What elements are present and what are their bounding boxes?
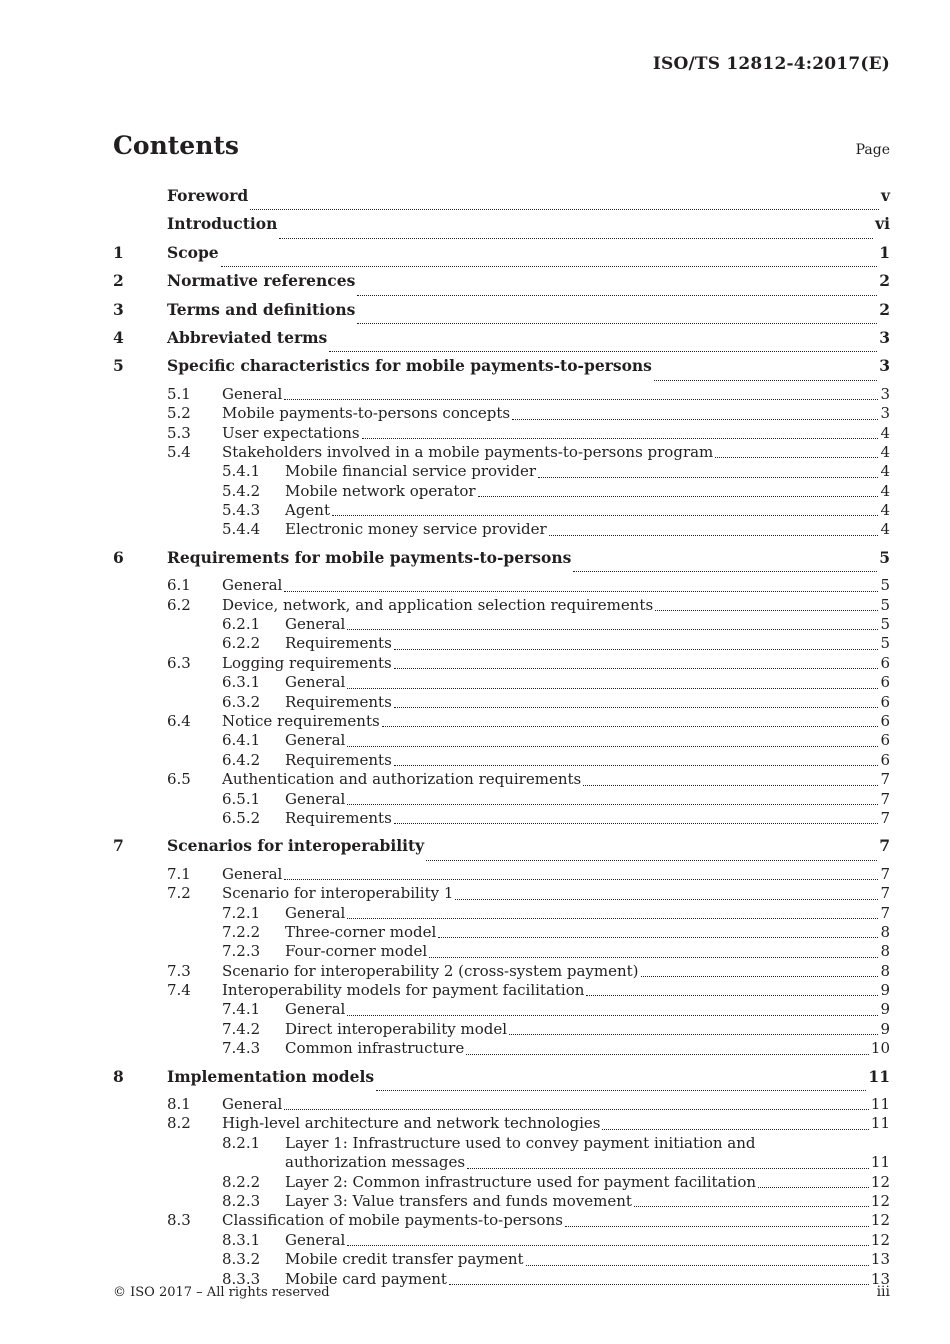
dot-leader: [438, 937, 878, 938]
dot-leader: [758, 1187, 869, 1188]
toc-entry-page: 6: [880, 653, 890, 672]
toc-entry-page: 9: [880, 1000, 890, 1019]
toc-entry-page: 7: [880, 770, 890, 789]
toc-entry-page: 7: [880, 789, 890, 808]
toc-entry-title: Layer 3: Value transfers and funds movement: [285, 1191, 632, 1210]
toc-entry[interactable]: [113, 1231, 890, 1250]
dot-leader: [284, 591, 878, 592]
toc-entry[interactable]: [113, 693, 890, 712]
dot-leader: [362, 438, 879, 439]
toc-entry[interactable]: [113, 328, 890, 356]
toc-entry[interactable]: [113, 576, 890, 595]
toc-entry-title: Introduction: [167, 214, 278, 234]
dot-leader: [573, 571, 877, 572]
toc-entry-page: 11: [868, 1066, 890, 1086]
toc-entry-page: 2: [879, 299, 890, 319]
dot-leader: [329, 351, 877, 352]
toc-entry-number: 8.3.3: [222, 1269, 261, 1288]
dot-leader: [394, 765, 879, 766]
toc-entry-title: Abbreviated terms: [167, 327, 328, 347]
toc-entry-title: Implementation models: [167, 1066, 375, 1086]
toc-entry-title: Requirements for mobile payments-to-persons: [167, 547, 572, 567]
toc-entry-number: 6.5.2: [222, 808, 261, 827]
toc-entry[interactable]: [113, 904, 890, 923]
toc-entry-number: 7.2.3: [222, 942, 261, 961]
toc-entry-number: 7.3: [167, 961, 191, 980]
toc-entry-page: 7: [880, 884, 890, 903]
toc-entry-title: General: [285, 1230, 346, 1249]
toc-entry[interactable]: [113, 790, 890, 809]
dot-leader: [394, 707, 879, 708]
toc-entry-number: 8.1: [167, 1095, 191, 1114]
toc-entry-number: 6: [113, 547, 124, 567]
toc-entry-number: 6.4.1: [222, 731, 261, 750]
dot-leader: [284, 1109, 869, 1110]
toc-entry[interactable]: [113, 809, 890, 828]
toc-entry[interactable]: [113, 1134, 890, 1153]
toc-entry[interactable]: [113, 962, 890, 981]
toc-entry-number: 7.4: [167, 981, 191, 1000]
dot-leader: [512, 419, 878, 420]
toc-entry[interactable]: [113, 462, 890, 481]
toc-entry-title: Direct interoperability model: [285, 1019, 508, 1038]
document-id: ISO/TS 12812-4:2017(E): [652, 54, 890, 74]
toc-entry-page: 4: [880, 501, 890, 520]
toc-entry-title: Mobile credit transfer payment: [285, 1250, 524, 1269]
toc-entry-page: 6: [880, 673, 890, 692]
toc-entry-page: 12: [870, 1211, 890, 1230]
toc-entry-title: Scenarios for interoperability: [167, 836, 425, 856]
toc-entry-title: General: [285, 1000, 346, 1019]
page-number: iii: [876, 1284, 890, 1300]
toc-entry-page: 5: [880, 615, 890, 634]
toc-entry-page: 6: [880, 731, 890, 750]
toc-entry[interactable]: [113, 356, 890, 384]
toc-entry-number: 7.2.2: [222, 922, 261, 941]
dot-leader: [347, 1015, 878, 1016]
toc-entry-page: 5: [880, 595, 890, 614]
dot-leader: [376, 1090, 866, 1091]
toc-entry-title: Normative references: [167, 271, 356, 291]
toc-entry-number: 8.2: [167, 1114, 191, 1133]
dot-leader: [357, 295, 877, 296]
dot-leader: [583, 785, 878, 786]
dot-leader: [250, 209, 879, 210]
toc-entry[interactable]: [113, 1039, 890, 1058]
toc-entry[interactable]: [113, 1020, 890, 1039]
toc-entry-title: Layer 1: Infrastructure used to convey payment initiation and: [285, 1133, 756, 1152]
toc-entry-page: 3: [880, 404, 890, 423]
toc-entry-number: 6.4: [167, 711, 191, 730]
toc-entry-title: Common infrastructure: [285, 1039, 465, 1058]
toc-entry-title: Mobile network operator: [285, 481, 476, 500]
toc-entry-page: 5: [880, 576, 890, 595]
dot-leader: [332, 515, 878, 516]
toc-entry[interactable]: [113, 1250, 890, 1269]
toc-entry-page: 9: [880, 1019, 890, 1038]
toc-entry[interactable]: [113, 186, 890, 214]
dot-leader: [586, 995, 878, 996]
toc-entry-number: 6.3.2: [222, 692, 261, 711]
toc-entry-number: 6.3: [167, 653, 191, 672]
toc-entry-page: 11: [870, 1114, 890, 1133]
toc-entry[interactable]: [113, 1173, 890, 1192]
toc-entry-page: 9: [880, 981, 890, 1000]
toc-entry[interactable]: [113, 1095, 890, 1114]
toc-entry-number: 5.3: [167, 423, 191, 442]
dot-leader: [394, 668, 879, 669]
toc-entry-title: General: [222, 1095, 283, 1114]
toc-entry[interactable]: [113, 884, 890, 903]
toc-entry-number: 6.2.1: [222, 615, 261, 634]
toc-entry-page: 8: [880, 961, 890, 980]
toc-entry-page: 12: [870, 1172, 890, 1191]
toc-entry-title: General: [285, 615, 346, 634]
page-column-label: Page: [855, 142, 890, 158]
toc-entry-page: 12: [870, 1230, 890, 1249]
toc-entry-title: Four-corner model: [285, 942, 428, 961]
toc-entry-number: 8.2.1: [222, 1133, 261, 1152]
toc-entry-title: Layer 2: Common infrastructure used for payment facilitation: [285, 1172, 757, 1191]
copyright-notice: © ISO 2017 – All rights reserved: [113, 1285, 330, 1300]
toc-entry-page: 13: [870, 1250, 890, 1269]
toc-entry[interactable]: [113, 942, 890, 961]
toc-entry-number: 1: [113, 242, 124, 262]
dot-leader: [347, 688, 878, 689]
dot-leader: [641, 976, 879, 977]
toc-entry[interactable]: [113, 385, 890, 404]
toc-entry-number: 6.1: [167, 576, 191, 595]
toc-entry-title: Requirements: [285, 808, 392, 827]
dot-leader: [279, 238, 873, 239]
toc-entry[interactable]: [113, 712, 890, 731]
toc-entry-page: 10: [870, 1039, 890, 1058]
dot-leader: [221, 266, 878, 267]
toc-entry-number: 7.4.1: [222, 1000, 261, 1019]
toc-entry-page: 8: [880, 922, 890, 941]
page-title: Contents: [113, 131, 240, 160]
toc-entry-number: 8.3.1: [222, 1230, 261, 1249]
dot-leader: [602, 1129, 868, 1130]
toc-entry-number: 7.2: [167, 884, 191, 903]
toc-entry[interactable]: [113, 673, 890, 692]
toc-entry-number: 5.2: [167, 404, 191, 423]
toc-entry[interactable]: [113, 404, 890, 423]
dot-leader: [509, 1034, 878, 1035]
toc-entry-page: 3: [879, 356, 890, 376]
dot-leader: [357, 323, 877, 324]
toc-entry-page: 7: [880, 864, 890, 883]
toc-entry-number: 6.2.2: [222, 634, 261, 653]
toc-entry[interactable]: [113, 214, 890, 242]
toc-entry-title: Mobile payments-to-persons concepts: [222, 404, 511, 423]
toc-entry-page: 3: [880, 384, 890, 403]
dot-leader: [347, 629, 878, 630]
toc-entry-title: Foreword: [167, 186, 249, 205]
dot-leader: [347, 1245, 869, 1246]
toc-entry-title: authorization messages: [285, 1153, 466, 1172]
toc-entry-number: 6.3.1: [222, 673, 261, 692]
toc-entry-number: 5.4.4: [222, 520, 261, 539]
toc-entry[interactable]: [113, 654, 890, 673]
toc-entry-number: 8.2.2: [222, 1172, 261, 1191]
toc-entry-title: Mobile financial service provider: [285, 462, 536, 481]
toc-entry-page: 1: [879, 242, 890, 262]
toc-entry[interactable]: [113, 1114, 890, 1133]
toc-entry-title: Requirements: [285, 634, 392, 653]
toc-entry-page: 8: [880, 942, 890, 961]
toc-entry-number: 5.4.2: [222, 481, 261, 500]
dot-leader: [538, 477, 878, 478]
toc-entry-number: 7.4.2: [222, 1019, 261, 1038]
toc-entry-title: Agent: [285, 501, 330, 520]
dot-leader: [634, 1206, 869, 1207]
toc-entry-title: Electronic money service provider: [285, 520, 547, 539]
toc-entry[interactable]: [113, 443, 890, 462]
toc-entry[interactable]: [113, 520, 890, 539]
toc-entry[interactable]: [113, 482, 890, 501]
toc-entry-title: Logging requirements: [222, 653, 392, 672]
toc-entry-page: 4: [880, 481, 890, 500]
toc-entry-number: 4: [113, 327, 124, 347]
dot-leader: [429, 957, 878, 958]
toc-entry-page: 12: [870, 1191, 890, 1210]
toc-entry-number: 6.4.2: [222, 750, 261, 769]
toc-entry-title: General: [222, 384, 283, 403]
toc-entry-page: 5: [879, 547, 890, 567]
toc-entry[interactable]: [113, 865, 890, 884]
toc-entry-title: High-level architecture and network technologies: [222, 1114, 601, 1133]
toc-entry[interactable]: [113, 271, 890, 299]
toc-entry-page: 6: [880, 711, 890, 730]
dot-leader: [455, 899, 878, 900]
toc-entry[interactable]: [113, 836, 890, 864]
toc-entry-number: 3: [113, 299, 124, 319]
dot-leader: [347, 804, 878, 805]
toc-entry-title: Authentication and authorization requirements: [222, 770, 582, 789]
dot-leader: [526, 1265, 869, 1266]
toc-entry-number: 5: [113, 356, 124, 376]
toc-entry-number: 7.1: [167, 864, 191, 883]
toc-entry-title: Scenario for interoperability 2 (cross-system payment): [222, 961, 639, 980]
toc-entry[interactable]: [113, 1153, 890, 1172]
toc-entry-title: Three-corner model: [285, 922, 437, 941]
toc-entry-number: 2: [113, 271, 124, 291]
dot-leader: [654, 380, 877, 381]
toc-entry[interactable]: [113, 596, 890, 615]
toc-entry-number: 6.5: [167, 770, 191, 789]
dot-leader: [715, 457, 878, 458]
toc-entry[interactable]: [113, 243, 890, 271]
toc-entry-page: 11: [870, 1095, 890, 1114]
toc-entry-page: 13: [870, 1269, 890, 1288]
toc-entry[interactable]: [113, 770, 890, 789]
toc-entry-title: Requirements: [285, 692, 392, 711]
toc-entry[interactable]: [113, 300, 890, 328]
toc-entry[interactable]: [113, 751, 890, 770]
dot-leader: [478, 496, 879, 497]
dot-leader: [394, 649, 879, 650]
toc-entry-number: 5.4.1: [222, 462, 261, 481]
toc-entry-page: 3: [879, 327, 890, 347]
toc-entry-page: vi: [875, 214, 890, 234]
toc-entry-title: Scenario for interoperability 1: [222, 884, 454, 903]
toc-entry-number: 5.4: [167, 442, 191, 461]
toc-entry-title: Requirements: [285, 750, 392, 769]
toc-entry-number: 6.2: [167, 595, 191, 614]
toc-entry-page: 4: [880, 520, 890, 539]
toc-entry-number: 6.5.1: [222, 789, 261, 808]
toc-entry-title: General: [285, 673, 346, 692]
toc-entry-number: 8.2.3: [222, 1191, 261, 1210]
toc-entry-number: 7.2.1: [222, 903, 261, 922]
toc-entry-page: 2: [879, 271, 890, 291]
dot-leader: [426, 860, 877, 861]
dot-leader: [382, 726, 879, 727]
toc-entry-title: Classification of mobile payments-to-persons: [222, 1211, 563, 1230]
toc-entry-title: Scope: [167, 242, 219, 262]
table-of-contents: [113, 186, 890, 1289]
dot-leader: [284, 879, 878, 880]
toc-entry-number: 8: [113, 1066, 124, 1086]
toc-entry-title: Terms and definitions: [167, 299, 356, 319]
dot-leader: [467, 1168, 869, 1169]
toc-entry-title: Mobile card payment: [285, 1269, 447, 1288]
toc-entry-number: 8.3.2: [222, 1250, 261, 1269]
toc-entry-page: 6: [880, 750, 890, 769]
dot-leader: [347, 918, 878, 919]
toc-entry-page: 11: [870, 1153, 890, 1172]
toc-entry-title: General: [285, 731, 346, 750]
dot-leader: [655, 610, 878, 611]
toc-entry-title: General: [285, 789, 346, 808]
toc-entry[interactable]: [113, 634, 890, 653]
toc-entry-title: Notice requirements: [222, 711, 380, 730]
toc-entry-page: 7: [879, 836, 890, 856]
toc-entry-number: 7: [113, 836, 124, 856]
toc-entry-page: 4: [880, 423, 890, 442]
toc-entry[interactable]: [113, 731, 890, 750]
toc-entry-page: 4: [880, 462, 890, 481]
dot-leader: [347, 746, 878, 747]
toc-entry[interactable]: [113, 923, 890, 942]
toc-entry-page: v: [880, 186, 890, 205]
toc-entry-title: General: [222, 864, 283, 883]
dot-leader: [549, 535, 879, 536]
toc-entry-title: General: [222, 576, 283, 595]
toc-entry-title: Specific characteristics for mobile payments-to-persons: [167, 356, 652, 376]
toc-entry-number: 8.3: [167, 1211, 191, 1230]
toc-entry-title: Interoperability models for payment facilitation: [222, 981, 585, 1000]
toc-entry-number: 7.4.3: [222, 1039, 261, 1058]
toc-entry-number: 5.4.3: [222, 501, 261, 520]
toc-entry[interactable]: [113, 1067, 890, 1095]
toc-entry-page: 5: [880, 634, 890, 653]
toc-entry-page: 6: [880, 692, 890, 711]
toc-entry-page: 7: [880, 808, 890, 827]
toc-entry-page: 7: [880, 903, 890, 922]
dot-leader: [449, 1284, 869, 1285]
toc-entry[interactable]: [113, 501, 890, 520]
toc-entry[interactable]: [113, 981, 890, 1000]
toc-entry-title: Device, network, and application selection requirements: [222, 595, 654, 614]
dot-leader: [565, 1226, 869, 1227]
dot-leader: [394, 823, 879, 824]
toc-entry[interactable]: [113, 1192, 890, 1211]
toc-entry[interactable]: [113, 1000, 890, 1019]
toc-entry[interactable]: [113, 615, 890, 634]
toc-entry-page: 4: [880, 442, 890, 461]
toc-entry[interactable]: [113, 424, 890, 443]
toc-entry-title: General: [285, 903, 346, 922]
toc-entry[interactable]: [113, 1211, 890, 1230]
toc-entry-title: User expectations: [222, 423, 360, 442]
toc-entry[interactable]: [113, 548, 890, 576]
dot-leader: [284, 399, 878, 400]
dot-leader: [466, 1054, 869, 1055]
toc-entry-number: 5.1: [167, 384, 191, 403]
toc-entry-title: Stakeholders involved in a mobile payments-to-persons program: [222, 442, 714, 461]
